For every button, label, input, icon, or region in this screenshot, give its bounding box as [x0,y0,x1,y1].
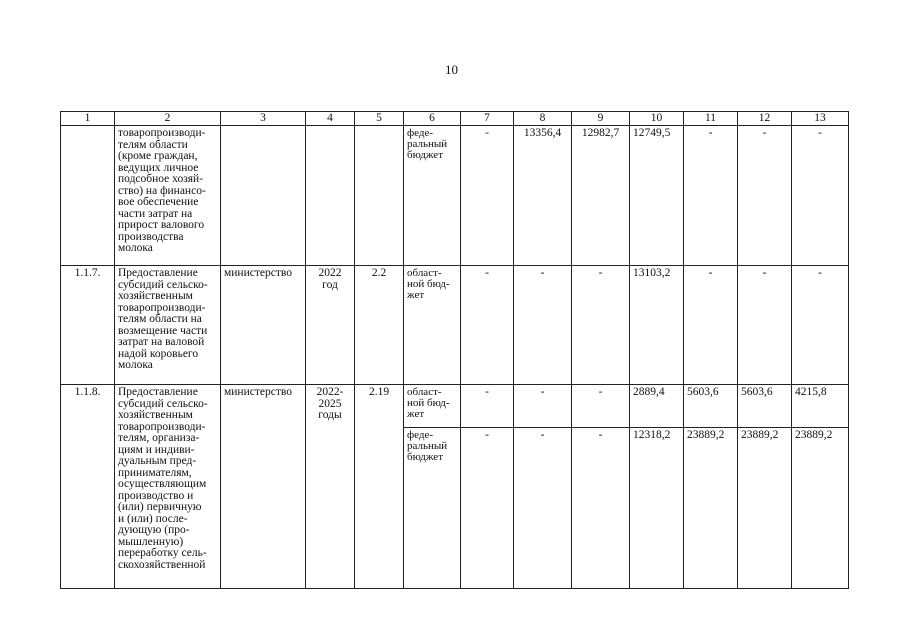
value-cell: 23889,2 [738,428,792,589]
value-cell: - [461,385,514,428]
row-number: 1.1.8. [61,385,115,589]
header-cell: 13 [792,112,849,126]
indicator-code [355,126,404,266]
value-cell: - [738,126,792,266]
measure-name: Предоставление субсидий сельско- хозяйственным товаропроизводи- телям области на возмещение части затрат на валовой надой коровьего молока [115,266,221,385]
value-cell: 13103,2 [630,266,684,385]
row-number: 1.1.7. [61,266,115,385]
value-cell: - [514,266,572,385]
period: 2022- 2025 годы [306,385,355,589]
period: 2022 год [306,266,355,385]
header-cell: 7 [461,112,514,126]
value-cell: 5603,6 [738,385,792,428]
value-cell: - [684,266,738,385]
executor [221,126,306,266]
header-cell: 10 [630,112,684,126]
header-cell: 4 [306,112,355,126]
header-cell: 3 [221,112,306,126]
program-table [60,111,849,589]
value-cell: - [792,126,849,266]
value-cell: 2889,4 [630,385,684,428]
executor: министерство [221,266,306,385]
header-row [61,112,849,126]
value-cell: 23889,2 [792,428,849,589]
value-cell: - [572,385,630,428]
header-cell: 11 [684,112,738,126]
value-cell: - [738,266,792,385]
value-cell: 5603,6 [684,385,738,428]
table-row [61,126,849,266]
funding-source: феде- ральный бюджет [404,428,461,589]
value-cell: - [514,385,572,428]
indicator-code: 2.2 [355,266,404,385]
header-cell: 2 [115,112,221,126]
value-cell: 13356,4 [514,126,572,266]
value-cell: - [461,126,514,266]
period [306,126,355,266]
value-cell: - [572,428,630,589]
value-cell: 23889,2 [684,428,738,589]
header-cell: 12 [738,112,792,126]
page-number: 10 [445,62,458,77]
header-cell: 6 [404,112,461,126]
header-cell: 9 [572,112,630,126]
funding-source: феде- ральный бюджет [404,126,461,266]
header-cell: 8 [514,112,572,126]
funding-source: област- ной бюд- жет [404,266,461,385]
table-row [61,385,849,428]
value-cell: - [514,428,572,589]
header-cell: 1 [61,112,115,126]
value-cell: - [572,266,630,385]
value-cell: 4215,8 [792,385,849,428]
funding-source: област- ной бюд- жет [404,385,461,428]
row-number [61,126,115,266]
value-cell: 12749,5 [630,126,684,266]
measure-name: товаропроизводи- телям области (кроме граждан, ведущих личное подсобное хозяй- ство) на финансо- вое обеспечение части затрат на прирост валового производства молока [115,126,221,266]
value-cell: - [684,126,738,266]
measure-name: Предоставление субсидий сельско- хозяйственным товаропроизводи- телям, организа- циям и индиви- дуальным пред- принимателям, осуществляющим производство и (или) первичную и (или) после- дующую (про- мышленную) переработку сель- скохозяйственной [115,385,221,589]
header-cell: 5 [355,112,404,126]
executor: министерство [221,385,306,589]
indicator-code: 2.19 [355,385,404,589]
value-cell: - [461,266,514,385]
value-cell: 12318,2 [630,428,684,589]
value-cell: 12982,7 [572,126,630,266]
value-cell: - [792,266,849,385]
table-row [61,266,849,385]
value-cell: - [461,428,514,589]
